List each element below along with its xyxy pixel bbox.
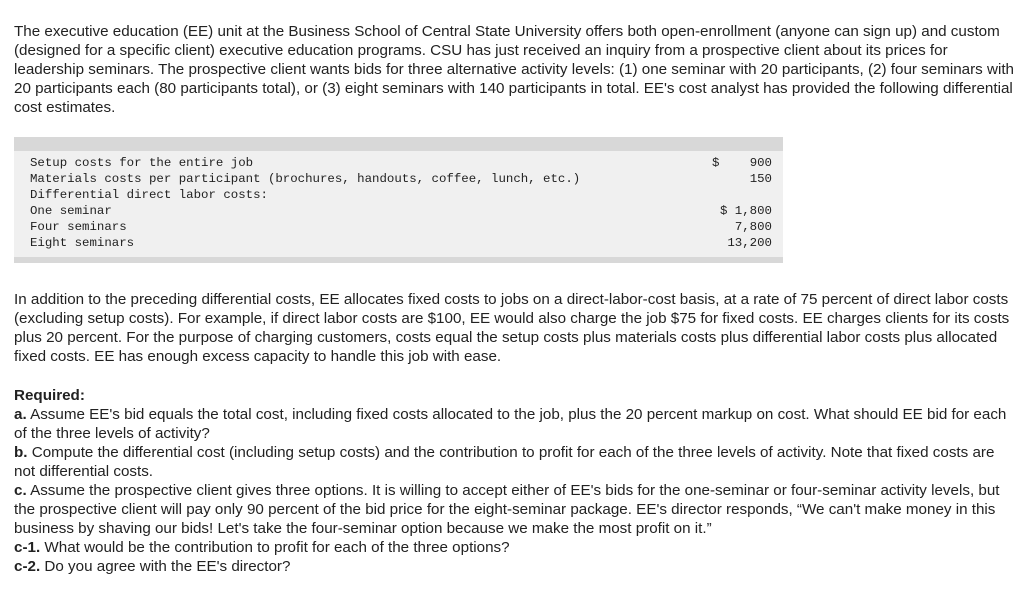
requirement-b bbox=[14, 443, 1014, 481]
requirement-c bbox=[14, 481, 1014, 538]
table-header-bar bbox=[14, 137, 783, 151]
row-amount: $ 1,800 bbox=[719, 204, 772, 218]
requirement-text: Assume the prospective client gives three options. It is willing to accept either of EE's bids for the one-seminar or four-seminar activity levels, but the prospective client will pay only 90 percent of the bid price for the eight-seminar package. EE's director responds, “We can't make money in this business by shaving our bids! Let's take the four-seminar option because we make the most profit on it.” bbox=[14, 482, 1000, 537]
row-label: Four seminars bbox=[30, 220, 127, 234]
required-heading: Required: bbox=[14, 387, 85, 404]
cost-table bbox=[14, 137, 783, 263]
table-row bbox=[30, 219, 772, 235]
requirement-text: What would be the contribution to profit for each of the three options? bbox=[44, 539, 510, 556]
table-row bbox=[30, 203, 772, 219]
requirement-a bbox=[14, 405, 1014, 443]
requirement-text: Compute the differential cost (including setup costs) and the contribution to profit for each of the three levels of activity. Note that fixed costs are not differential costs. bbox=[14, 444, 995, 480]
table-footer-bar bbox=[14, 257, 783, 263]
requirement-c2 bbox=[14, 557, 1014, 576]
table-row bbox=[30, 171, 772, 187]
intro-paragraph: The executive education (EE) unit at the Business School of Central State University offers both open-enrollment (anyone can sign up) and custom (designed for a specific client) executive education programs. CSU has just received an inquiry from a prospective client about its prices for leadership seminars. The prospective client wants bids for three alternative activity levels: (1) one seminar with 20 participants, (2) four seminars with 20 participants each (80 participants total), or (3) eight seminars with 140 participants in total. EE's cost analyst has provided the following differential cost estimates. bbox=[14, 23, 1015, 116]
row-amount: 7,800 bbox=[734, 220, 772, 234]
table-row bbox=[30, 187, 772, 203]
table-row bbox=[30, 155, 772, 171]
required-section bbox=[14, 386, 1014, 576]
requirement-text: Assume EE's bid equals the total cost, including fixed costs allocated to the job, plus the 20 percent markup on cost. What should EE bid for each of the three levels of activity? bbox=[14, 406, 1007, 442]
requirement-marker: a. bbox=[14, 406, 27, 423]
row-label: Materials costs per participant (brochures, handouts, coffee, lunch, etc.) bbox=[30, 172, 581, 186]
fixed-cost-paragraph: In addition to the preceding differential costs, EE allocates fixed costs to jobs on a direct-labor-cost basis, at a rate of 75 percent of direct labor costs (excluding setup costs). For example, if direct labor costs are $100, EE would also charge the job $75 for fixed costs. EE charges clients for its costs plus 20 percent. For the purpose of charging customers, costs equal the setup costs plus materials costs plus differential labor costs plus allocated fixed costs. EE has enough excess capacity to handle this job with ease. bbox=[14, 291, 1010, 365]
requirement-marker: c-2. bbox=[14, 558, 41, 575]
table-row bbox=[30, 235, 772, 251]
row-currency: $ bbox=[712, 156, 720, 170]
requirement-c1 bbox=[14, 538, 1014, 557]
row-amount: 150 bbox=[749, 172, 772, 186]
row-amount: 900 bbox=[749, 156, 772, 170]
row-amount: 13,200 bbox=[727, 236, 772, 250]
requirement-marker: c-1. bbox=[14, 539, 41, 556]
row-label: Setup costs for the entire job bbox=[30, 156, 254, 170]
row-label: One seminar bbox=[30, 204, 112, 218]
requirement-marker: b. bbox=[14, 444, 28, 461]
requirement-marker: c. bbox=[14, 482, 27, 499]
row-label: Eight seminars bbox=[30, 236, 135, 250]
requirement-text: Do you agree with the EE's director? bbox=[44, 558, 291, 575]
row-label: Differential direct labor costs: bbox=[30, 188, 268, 202]
